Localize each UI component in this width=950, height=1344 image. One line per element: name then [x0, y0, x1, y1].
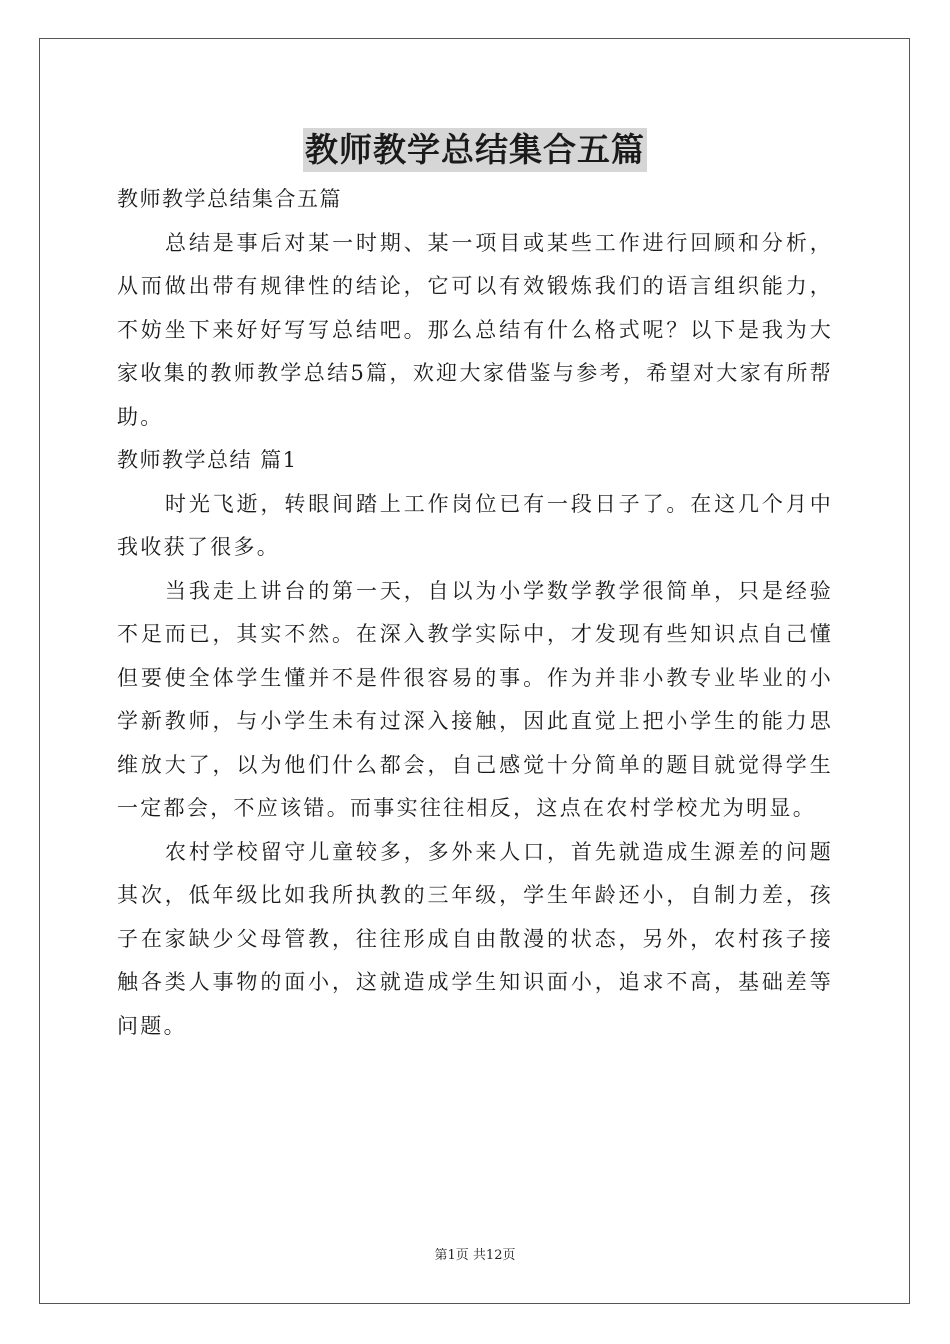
document-title — [0, 128, 950, 172]
body-paragraph: 农村学校留守儿童较多，多外来人口，首先就造成生源差的问题其次，低年级比如我所执教的三年级，学生年龄还小，自制力差，孩子在家缺少父母管教，往往形成自由散漫的状态，另外，农村孩子接触各类人事物的面小，这就造成学生知识面小，追求不高，基础差等问题。 — [117, 839, 833, 1038]
body-paragraph: 当我走上讲台的第一天，自以为小学数学教学很简单，只是经验不足而已，其实不然。在深入教学实际中，才发现有些知识点自己懂但要使全体学生懂并不是件很容易的事。作为并非小教专业毕业的小学新教师，与小学生未有过深入接触，因此直觉上把小学生的能力思维放大了，以为他们什么都会，自己感觉十分简单的题目就觉得学生一定都会，不应该错。而事实往往相反，这点在农村学校尤为明显。 — [117, 578, 833, 820]
page-number-footer: 第1页 共12页 — [434, 1248, 516, 1263]
body-paragraph: 时光飞逝，转眼间踏上工作岗位已有一段日子了。在这几个月中我收获了很多。 — [117, 491, 833, 559]
intro-paragraph: 总结是事后对某一时期、某一项目或某些工作进行回顾和分析，从而做出带有规律性的结论，它可以有效锻炼我们的语言组织能力，不妨坐下来好好写写总结吧。那么总结有什么格式呢？以下是我为大家收集的教师教学总结5篇，欢迎大家借鉴与参考，希望对大家有所帮助。 — [117, 230, 833, 429]
document-title-text: 教师教学总结集合五篇 — [303, 128, 647, 172]
document-subtitle: 教师教学总结集合五篇 — [117, 187, 342, 211]
section-heading: 教师教学总结 篇1 — [117, 448, 298, 472]
document-body — [117, 178, 833, 1048]
